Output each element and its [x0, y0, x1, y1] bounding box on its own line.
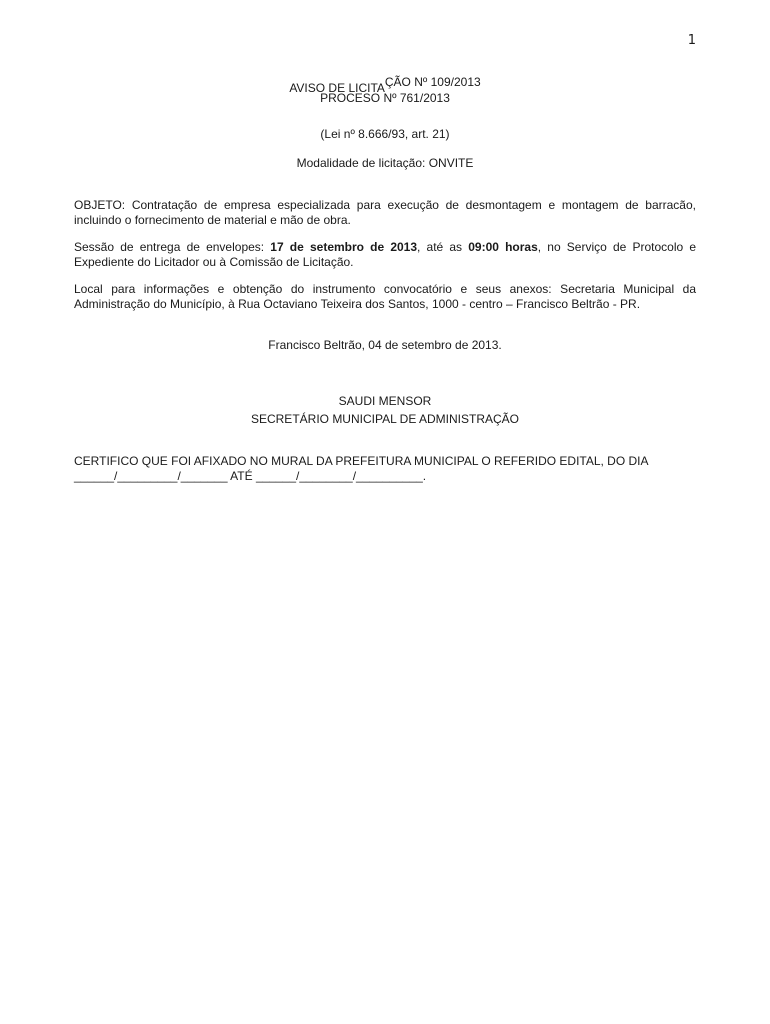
sessao-suffix: , no Serviço de Protocolo e Expediente do Licitador ou à Comissão de Licitação.	[74, 240, 697, 269]
sessao-date: 17 de setembro de 2013	[270, 240, 418, 254]
certificate-line1: CERTIFICO QUE FOI AFIXADO NO MURAL DA PREFEITURA MUNICIPAL O REFERIDO EDITAL, DO DIA	[74, 454, 649, 468]
sessao-paragraph	[74, 240, 696, 270]
place-date: Francisco Beltrão, 04 de setembro de 2013.	[268, 338, 502, 352]
process-number: PROCESO Nº 761/2013	[320, 91, 450, 105]
sessao-time: 09:00 horas	[468, 240, 538, 254]
objeto-paragraph: OBJETO: Contratação de empresa especializada para execução de desmontagem e montagem de barracão, incluindo o fornecimento de material e mão de obra.	[74, 198, 696, 227]
notice-header	[74, 75, 696, 106]
sessao-mid: , até as	[417, 240, 469, 254]
local-paragraph: Local para informações e obtenção do instrumento convocatório e seus anexos: Secretaria Municipal da Administração do Município, à Rua Octaviano Teixeira dos Santos, 1000 - centro – Francisco Beltrão - PR.	[74, 282, 696, 311]
notice-title-part2: ÇÃO Nº 109/2013	[384, 75, 481, 89]
modality: Modalidade de licitação: ONVITE	[296, 156, 474, 170]
signatory-role: SECRETÁRIO MUNICIPAL DE ADMINISTRAÇÃO	[250, 412, 520, 426]
sessao-prefix: Sessão de entrega de envelopes:	[74, 240, 271, 254]
page-number: 1	[687, 33, 696, 48]
certificate	[74, 454, 696, 484]
certificate-line2: ______/_________/_______ ATÉ ______/________/__________.	[74, 469, 427, 483]
signatory-name: SAUDI MENSOR	[338, 394, 432, 408]
law-reference: (Lei nº 8.666/93, art. 21)	[320, 127, 450, 141]
notice-title-part1: AVISO DE LICITA	[289, 81, 385, 95]
